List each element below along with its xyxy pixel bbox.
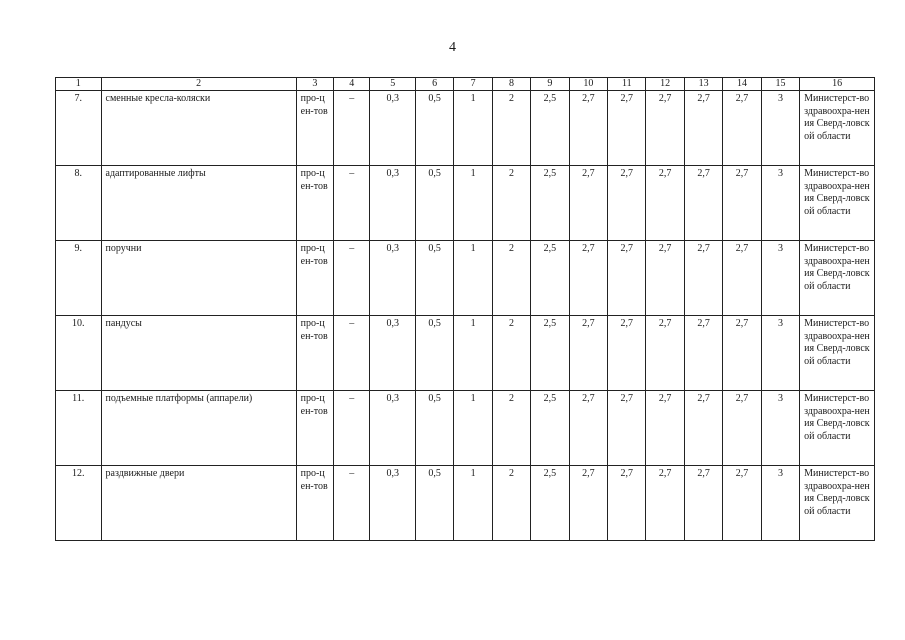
indicator-name: подъемные платформы (аппарели): [101, 391, 296, 466]
column-header-14: 14: [723, 78, 761, 91]
value-col-5: 0,3: [370, 391, 416, 466]
value-col-10: 2,7: [569, 166, 607, 241]
value-col-9: 2,5: [531, 166, 569, 241]
value-col-7: 1: [454, 166, 492, 241]
value-col-4: –: [334, 91, 370, 166]
table-row: [56, 316, 875, 391]
responsible-cell: Министерст-во здравоохра-нения Сверд-ловской области: [800, 466, 875, 541]
value-col-4: –: [334, 391, 370, 466]
value-col-13: 2,7: [684, 466, 722, 541]
unit-cell: про-цен-тов: [296, 241, 333, 316]
page-number: 4: [449, 40, 456, 55]
value-col-10: 2,7: [569, 466, 607, 541]
indicator-name: поручни: [101, 241, 296, 316]
table-row: [56, 166, 875, 241]
column-header-5: 5: [370, 78, 416, 91]
value-col-10: 2,7: [569, 316, 607, 391]
row-number: 11.: [56, 391, 102, 466]
value-col-5: 0,3: [370, 91, 416, 166]
value-col-13: 2,7: [684, 316, 722, 391]
value-col-6: 0,5: [415, 466, 453, 541]
value-col-15: 3: [761, 316, 799, 391]
unit-cell: про-цен-тов: [296, 391, 333, 466]
value-col-5: 0,3: [370, 241, 416, 316]
value-col-11: 2,7: [608, 241, 646, 316]
value-col-7: 1: [454, 241, 492, 316]
value-col-10: 2,7: [569, 91, 607, 166]
value-col-15: 3: [761, 466, 799, 541]
value-col-12: 2,7: [646, 391, 684, 466]
value-col-9: 2,5: [531, 316, 569, 391]
value-col-6: 0,5: [415, 166, 453, 241]
value-col-8: 2: [492, 166, 530, 241]
responsible-cell: Министерст-во здравоохра-нения Сверд-ловской области: [800, 391, 875, 466]
value-col-10: 2,7: [569, 391, 607, 466]
value-col-12: 2,7: [646, 241, 684, 316]
responsible-cell: Министерст-во здравоохра-нения Сверд-ловской области: [800, 91, 875, 166]
value-col-9: 2,5: [531, 91, 569, 166]
value-col-13: 2,7: [684, 166, 722, 241]
value-col-14: 2,7: [723, 91, 761, 166]
value-col-15: 3: [761, 241, 799, 316]
value-col-12: 2,7: [646, 466, 684, 541]
value-col-12: 2,7: [646, 166, 684, 241]
value-col-8: 2: [492, 91, 530, 166]
value-col-15: 3: [761, 91, 799, 166]
unit-cell: про-цен-тов: [296, 91, 333, 166]
header-row: [56, 78, 875, 91]
indicator-name: адаптированные лифты: [101, 166, 296, 241]
value-col-8: 2: [492, 241, 530, 316]
column-header-10: 10: [569, 78, 607, 91]
row-number: 9.: [56, 241, 102, 316]
indicators-table: [55, 77, 875, 541]
column-header-7: 7: [454, 78, 492, 91]
value-col-15: 3: [761, 391, 799, 466]
value-col-7: 1: [454, 91, 492, 166]
responsible-cell: Министерст-во здравоохра-нения Сверд-ловской области: [800, 316, 875, 391]
value-col-11: 2,7: [608, 466, 646, 541]
unit-cell: про-цен-тов: [296, 166, 333, 241]
value-col-12: 2,7: [646, 91, 684, 166]
unit-cell: про-цен-тов: [296, 316, 333, 391]
value-col-8: 2: [492, 316, 530, 391]
value-col-14: 2,7: [723, 466, 761, 541]
value-col-5: 0,3: [370, 316, 416, 391]
value-col-4: –: [334, 466, 370, 541]
table-header: [56, 78, 875, 91]
value-col-9: 2,5: [531, 466, 569, 541]
value-col-9: 2,5: [531, 241, 569, 316]
column-header-9: 9: [531, 78, 569, 91]
column-header-12: 12: [646, 78, 684, 91]
value-col-5: 0,3: [370, 166, 416, 241]
indicator-name: пандусы: [101, 316, 296, 391]
row-number: 8.: [56, 166, 102, 241]
column-header-4: 4: [334, 78, 370, 91]
indicator-name: раздвижные двери: [101, 466, 296, 541]
table-row: [56, 241, 875, 316]
column-header-1: 1: [56, 78, 102, 91]
column-header-11: 11: [608, 78, 646, 91]
value-col-6: 0,5: [415, 316, 453, 391]
value-col-13: 2,7: [684, 91, 722, 166]
value-col-13: 2,7: [684, 391, 722, 466]
value-col-5: 0,3: [370, 466, 416, 541]
value-col-9: 2,5: [531, 391, 569, 466]
indicator-name: сменные кресла-коляски: [101, 91, 296, 166]
column-header-8: 8: [492, 78, 530, 91]
column-header-3: 3: [296, 78, 333, 91]
unit-cell: про-цен-тов: [296, 466, 333, 541]
responsible-cell: Министерст-во здравоохра-нения Сверд-ловской области: [800, 166, 875, 241]
table-row: [56, 91, 875, 166]
row-number: 10.: [56, 316, 102, 391]
column-header-16: 16: [800, 78, 875, 91]
table-body: [56, 91, 875, 541]
value-col-11: 2,7: [608, 316, 646, 391]
value-col-8: 2: [492, 466, 530, 541]
value-col-6: 0,5: [415, 391, 453, 466]
value-col-4: –: [334, 166, 370, 241]
value-col-8: 2: [492, 391, 530, 466]
row-number: 7.: [56, 91, 102, 166]
value-col-14: 2,7: [723, 241, 761, 316]
responsible-cell: Министерст-во здравоохра-нения Сверд-ловской области: [800, 241, 875, 316]
value-col-10: 2,7: [569, 241, 607, 316]
value-col-15: 3: [761, 166, 799, 241]
table-row: [56, 466, 875, 541]
value-col-4: –: [334, 241, 370, 316]
column-header-13: 13: [684, 78, 722, 91]
value-col-7: 1: [454, 391, 492, 466]
value-col-13: 2,7: [684, 241, 722, 316]
value-col-7: 1: [454, 466, 492, 541]
value-col-6: 0,5: [415, 91, 453, 166]
value-col-14: 2,7: [723, 391, 761, 466]
table-row: [56, 391, 875, 466]
value-col-14: 2,7: [723, 166, 761, 241]
column-header-6: 6: [415, 78, 453, 91]
row-number: 12.: [56, 466, 102, 541]
value-col-4: –: [334, 316, 370, 391]
column-header-2: 2: [101, 78, 296, 91]
value-col-11: 2,7: [608, 166, 646, 241]
value-col-11: 2,7: [608, 391, 646, 466]
value-col-6: 0,5: [415, 241, 453, 316]
value-col-11: 2,7: [608, 91, 646, 166]
value-col-7: 1: [454, 316, 492, 391]
value-col-14: 2,7: [723, 316, 761, 391]
value-col-12: 2,7: [646, 316, 684, 391]
column-header-15: 15: [761, 78, 799, 91]
